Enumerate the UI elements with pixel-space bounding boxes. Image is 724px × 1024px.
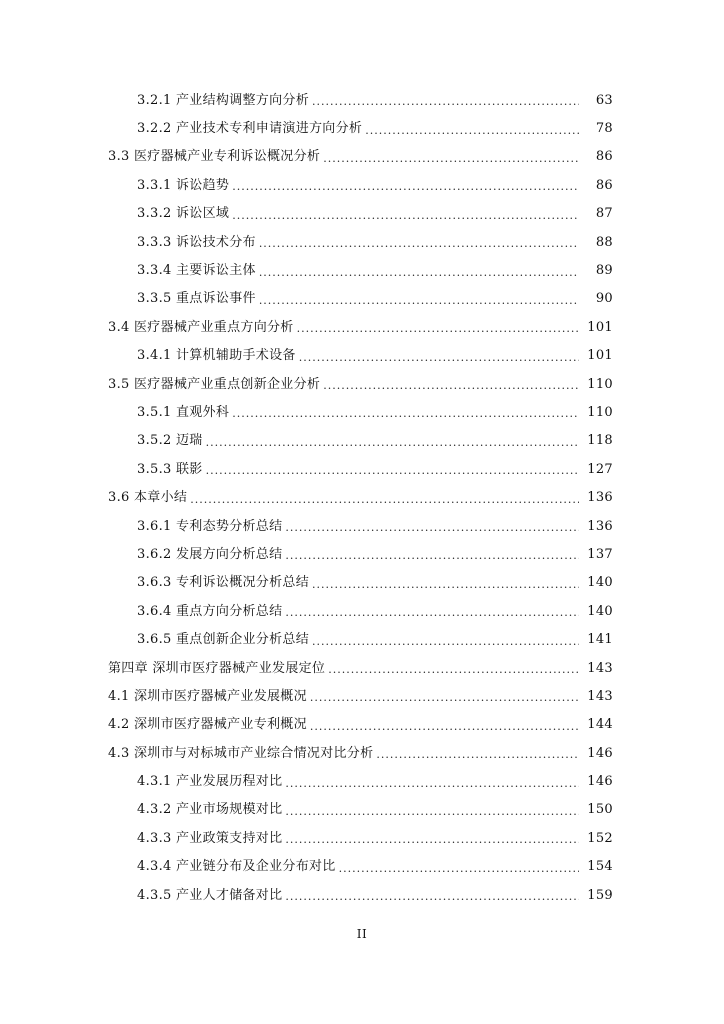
toc-entry[interactable]	[0, 682, 724, 710]
toc-entry-page: 87	[595, 206, 613, 222]
toc-entry-page: 127	[587, 461, 613, 477]
toc-entry-title: 3.6 本章小结	[108, 491, 190, 504]
toc-dot-leader	[339, 863, 579, 874]
toc-entry[interactable]	[0, 824, 724, 852]
toc-dot-leader	[328, 664, 579, 675]
table-of-contents	[0, 86, 724, 909]
toc-dot-leader	[312, 636, 579, 647]
toc-entry-page: 63	[595, 92, 613, 108]
toc-entry-title: 3.3.3 诉讼技术分布	[137, 236, 259, 249]
toc-dot-leader	[259, 267, 579, 278]
toc-entry[interactable]	[0, 143, 724, 171]
toc-entry-title: 4.3.5 产业人才储备对比	[137, 889, 285, 902]
toc-entry-page: 101	[587, 319, 613, 335]
toc-entry-page: 143	[587, 660, 613, 676]
toc-dot-leader	[365, 125, 579, 136]
toc-entry[interactable]	[0, 228, 724, 256]
toc-entry-title: 3.5.1 直观外科	[137, 406, 232, 419]
toc-entry[interactable]	[0, 285, 724, 313]
toc-entry-title: 4.3.4 产业链分布及企业分布对比	[137, 860, 339, 873]
toc-entry[interactable]	[0, 455, 724, 483]
toc-entry[interactable]	[0, 739, 724, 767]
toc-dot-leader	[206, 437, 579, 448]
toc-entry[interactable]	[0, 540, 724, 568]
toc-entry[interactable]	[0, 767, 724, 795]
toc-entry[interactable]	[0, 114, 724, 142]
toc-entry-page: 152	[587, 830, 613, 846]
toc-entry[interactable]	[0, 853, 724, 881]
toc-dot-leader	[310, 721, 579, 732]
toc-dot-leader	[297, 323, 579, 334]
toc-entry[interactable]	[0, 654, 724, 682]
toc-dot-leader	[285, 522, 579, 533]
toc-entry-page: 101	[587, 348, 613, 364]
toc-dot-leader	[312, 96, 579, 107]
toc-entry-title: 3.3 医疗器械产业专利诉讼概况分析	[108, 150, 323, 163]
toc-entry-page: 90	[595, 291, 613, 307]
toc-entry-title: 3.6.5 重点创新企业分析总结	[137, 633, 312, 646]
toc-entry-page: 141	[587, 632, 613, 648]
toc-dot-leader	[285, 607, 579, 618]
toc-entry-page: 136	[587, 490, 613, 506]
toc-entry-title: 4.3.2 产业市场规模对比	[137, 803, 285, 816]
toc-entry-page: 136	[587, 518, 613, 534]
toc-dot-leader	[299, 352, 579, 363]
toc-dot-leader	[312, 579, 579, 590]
toc-entry-title: 4.3 深圳市与对标城市产业综合情况对比分析	[108, 747, 376, 760]
toc-entry-title: 3.6.2 发展方向分析总结	[137, 548, 285, 561]
toc-entry[interactable]	[0, 427, 724, 455]
toc-dot-leader	[285, 778, 579, 789]
toc-entry-title: 3.6.4 重点方向分析总结	[137, 605, 285, 618]
toc-entry[interactable]	[0, 256, 724, 284]
toc-entry-title: 3.5.3 联影	[137, 463, 206, 476]
toc-entry-page: 86	[595, 149, 613, 165]
toc-entry-title: 3.5 医疗器械产业重点创新企业分析	[108, 378, 323, 391]
toc-entry-title: 3.3.2 诉讼区域	[137, 207, 232, 220]
toc-entry[interactable]	[0, 881, 724, 909]
toc-entry-title: 3.4.1 计算机辅助手术设备	[137, 349, 299, 362]
page-number: II	[356, 927, 368, 941]
toc-dot-leader	[206, 465, 579, 476]
toc-entry-page: 118	[587, 433, 613, 449]
toc-entry-page: 110	[587, 404, 613, 420]
toc-entry[interactable]	[0, 171, 724, 199]
toc-entry-title: 4.1 深圳市医疗器械产业发展概况	[108, 690, 310, 703]
toc-entry-title: 第四章 深圳市医疗器械产业发展定位	[108, 662, 328, 675]
toc-entry-title: 3.6.1 专利态势分析总结	[137, 520, 285, 533]
toc-entry-title: 3.6.3 专利诉讼概况分析总结	[137, 576, 312, 589]
toc-entry-title: 3.3.4 主要诉讼主体	[137, 264, 259, 277]
toc-entry[interactable]	[0, 342, 724, 370]
toc-entry-page: 154	[587, 859, 613, 875]
toc-entry-page: 146	[587, 745, 613, 761]
toc-entry-page: 143	[587, 688, 613, 704]
toc-entry[interactable]	[0, 569, 724, 597]
toc-dot-leader	[323, 380, 579, 391]
toc-entry-title: 4.2 深圳市医疗器械产业专利概况	[108, 718, 310, 731]
toc-dot-leader	[285, 834, 579, 845]
toc-dot-leader	[232, 181, 579, 192]
toc-entry-page: 140	[587, 575, 613, 591]
toc-entry[interactable]	[0, 711, 724, 739]
toc-entry-title: 4.3.1 产业发展历程对比	[137, 775, 285, 788]
toc-dot-leader	[190, 494, 579, 505]
toc-entry-title: 3.4 医疗器械产业重点方向分析	[108, 321, 297, 334]
toc-entry[interactable]	[0, 483, 724, 511]
toc-entry[interactable]	[0, 200, 724, 228]
toc-dot-leader	[285, 550, 579, 561]
toc-entry-title: 4.3.3 产业政策支持对比	[137, 832, 285, 845]
toc-entry[interactable]	[0, 625, 724, 653]
toc-entry[interactable]	[0, 86, 724, 114]
toc-entry[interactable]	[0, 597, 724, 625]
toc-entry-page: 137	[587, 546, 613, 562]
toc-entry-page: 88	[595, 234, 613, 250]
toc-entry-page: 144	[587, 717, 613, 733]
toc-dot-leader	[285, 806, 579, 817]
toc-entry-title: 3.2.1 产业结构调整方向分析	[137, 94, 312, 107]
toc-dot-leader	[232, 210, 579, 221]
toc-entry[interactable]	[0, 796, 724, 824]
toc-entry-page: 159	[587, 887, 613, 903]
toc-entry[interactable]	[0, 370, 724, 398]
toc-dot-leader	[259, 238, 579, 249]
toc-entry[interactable]	[0, 512, 724, 540]
toc-entry-page: 150	[587, 802, 613, 818]
toc-entry-page: 140	[587, 603, 613, 619]
toc-entry-title: 3.2.2 产业技术专利申请演进方向分析	[137, 122, 365, 135]
toc-entry-page: 86	[595, 177, 613, 193]
toc-entry-page: 146	[587, 774, 613, 790]
toc-entry-title: 3.3.1 诉讼趋势	[137, 179, 232, 192]
toc-dot-leader	[259, 295, 579, 306]
toc-entry[interactable]	[0, 313, 724, 341]
toc-dot-leader	[310, 692, 579, 703]
toc-dot-leader	[376, 749, 579, 760]
toc-dot-leader	[232, 408, 579, 419]
toc-entry-page: 89	[595, 263, 613, 279]
toc-dot-leader	[323, 153, 579, 164]
toc-entry[interactable]	[0, 398, 724, 426]
toc-entry-title: 3.3.5 重点诉讼事件	[137, 292, 259, 305]
toc-dot-leader	[285, 891, 579, 902]
toc-entry-title: 3.5.2 迈瑞	[137, 434, 206, 447]
toc-entry-page: 110	[587, 376, 613, 392]
toc-entry-page: 78	[595, 121, 613, 137]
